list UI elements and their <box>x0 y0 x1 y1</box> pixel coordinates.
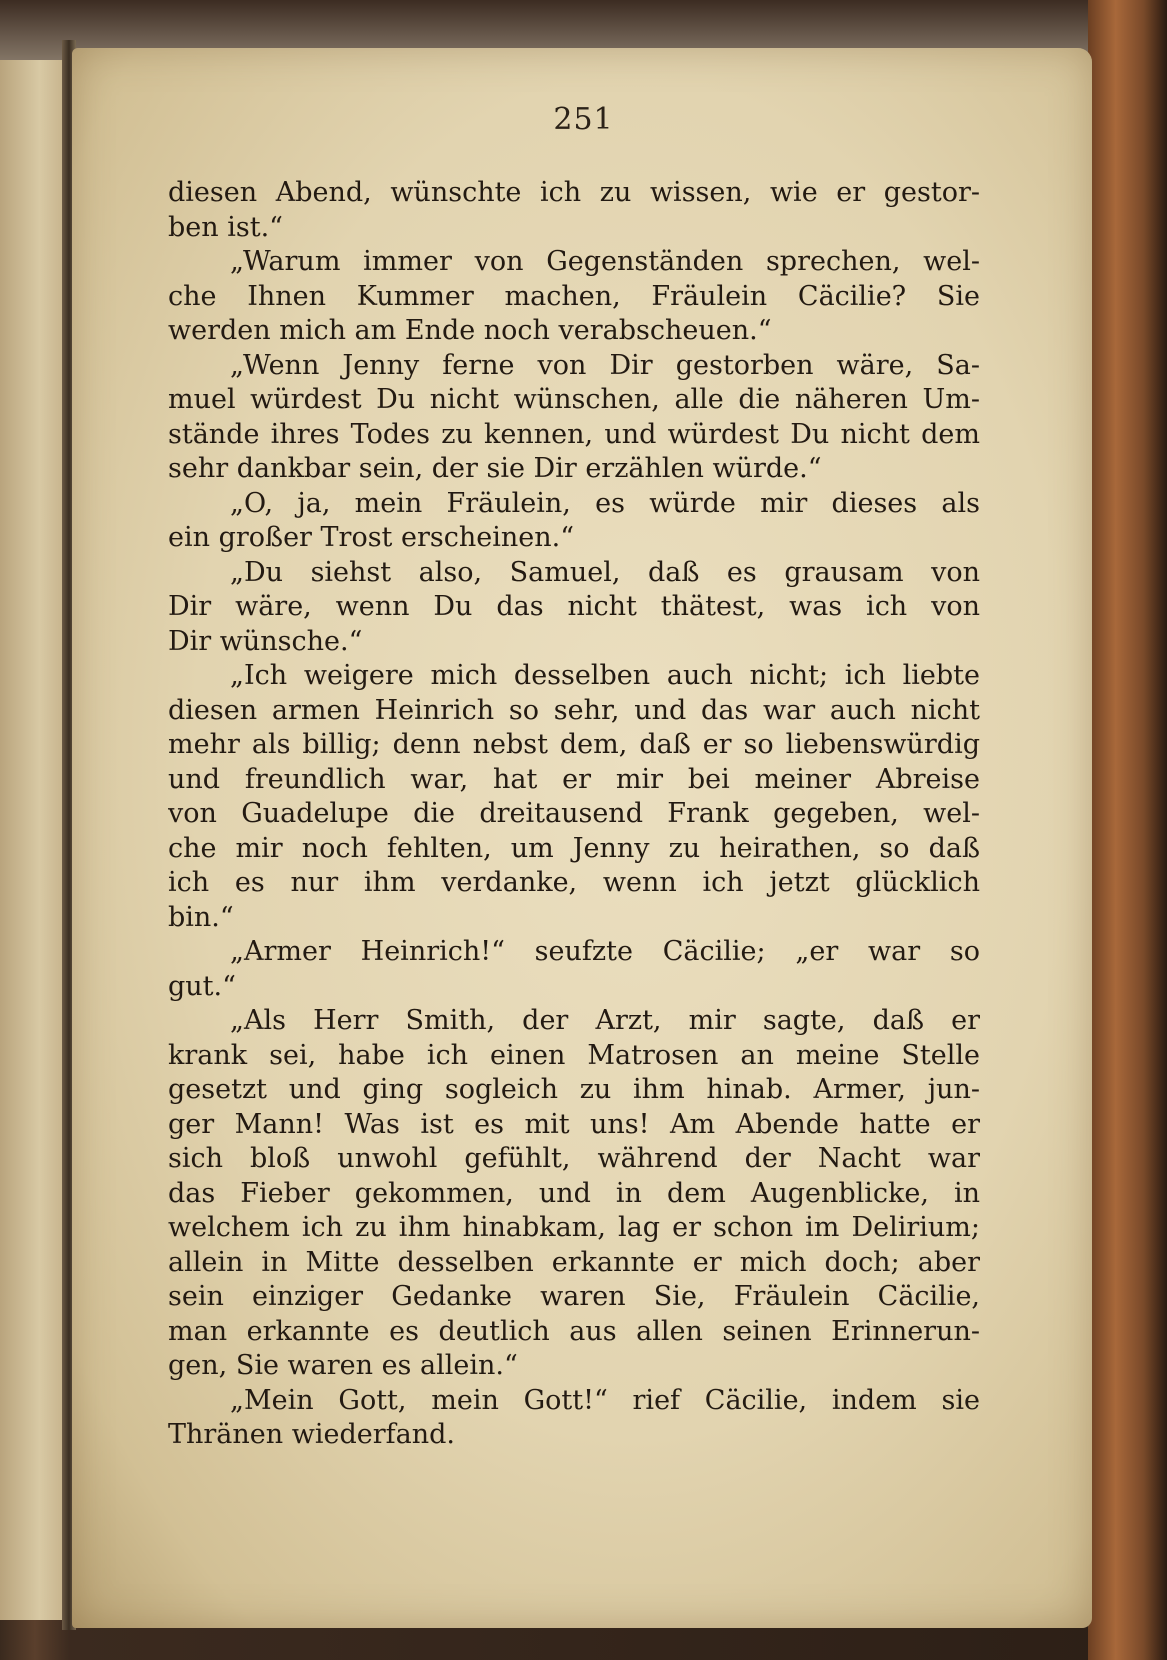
text-line: das Fieber gekommen, und in dem Augenblicke, in <box>168 1177 980 1209</box>
text-line: „O, ja, mein Fräulein, es würde mir dieses als <box>230 487 980 519</box>
page-text <box>168 176 980 1453</box>
text-line: man erkannte es deutlich aus allen seinen Erinnerun- <box>168 1315 980 1347</box>
text-line: „Wenn Jenny ferne von Dir gestorben wäre, Sa- <box>230 349 980 381</box>
text-line: „Mein Gott, mein Gott!“ rief Cäcilie, indem sie <box>230 1384 980 1416</box>
text-line: „Armer Heinrich!“ seufzte Cäcilie; „er war so <box>230 936 980 967</box>
text-line: diesen armen Heinrich so sehr, und das war auch nicht <box>168 694 980 726</box>
text-line: gen, Sie waren es allein.“ <box>168 1350 518 1381</box>
text-line: Dir wäre, wenn Du das nicht thätest, was ich von <box>168 591 980 622</box>
text-line: sehr dankbar sein, der sie Dir erzählen würde.“ <box>168 453 822 484</box>
text-line: „Als Herr Smith, der Arzt, mir sagte, daß er <box>230 1005 980 1036</box>
text-line: „Du siehst also, Samuel, daß es grausam von <box>230 556 980 588</box>
text-line: diesen Abend, wünschte ich zu wissen, wie er gestor- <box>168 177 980 208</box>
page-number: 251 <box>553 102 614 137</box>
text-line: stände ihres Todes zu kennen, und würdest Du nicht dem <box>168 418 980 450</box>
book-cover-edge <box>1088 0 1167 1660</box>
text-line: von Guadelupe die dreitausend Frank gegeben, wel- <box>168 798 980 829</box>
text-line: muel würdest Du nicht wünschen, alle die näheren Um- <box>168 384 980 415</box>
text-line: und freundlich war, hat er mir bei meiner Abreise <box>168 763 980 795</box>
text-line: ben ist.“ <box>168 211 283 243</box>
text-line: gut.“ <box>168 970 236 1002</box>
text-line: „Warum immer von Gegenständen sprechen, wel- <box>230 246 980 277</box>
text-line: ich es nur ihm verdanke, wenn ich jetzt glücklich <box>168 867 980 898</box>
text-line: gesetzt und ging sogleich zu ihm hinab. Armer, jun- <box>168 1074 980 1105</box>
text-line: welchem ich zu ihm hinabkam, lag er schon im Delirium; <box>168 1212 980 1243</box>
text-line: sich bloß unwohl gefühlt, während der Nacht war <box>168 1143 980 1174</box>
text-line: mehr als billig; denn nebst dem, daß er so liebenswürdig <box>168 729 980 760</box>
text-line: ger Mann! Was ist es mit uns! Am Abende hatte er <box>168 1108 980 1140</box>
text-line: ein großer Trost erscheinen.“ <box>168 522 575 553</box>
text-line: Dir wünsche.“ <box>168 625 363 657</box>
text-line: sein einziger Gedanke waren Sie, Fräulein Cäcilie, <box>168 1281 980 1312</box>
text-line: Thränen wiederfand. <box>168 1419 455 1450</box>
text-line: bin.“ <box>168 901 234 933</box>
left-page-edge <box>0 60 66 1620</box>
text-line: che Ihnen Kummer machen, Fräulein Cäcilie? Sie <box>168 280 980 312</box>
text-line: allein in Mitte desselben erkannte er mich doch; aber <box>168 1246 980 1278</box>
text-line: krank sei, habe ich einen Matrosen an meine Stelle <box>168 1039 980 1071</box>
text-line: che mir noch fehlten, um Jenny zu heirathen, so daß <box>168 832 980 864</box>
text-line: „Ich weigere mich desselben auch nicht; ich liebte <box>230 660 980 691</box>
text-line: werden mich am Ende noch verabscheuen.“ <box>168 315 772 346</box>
